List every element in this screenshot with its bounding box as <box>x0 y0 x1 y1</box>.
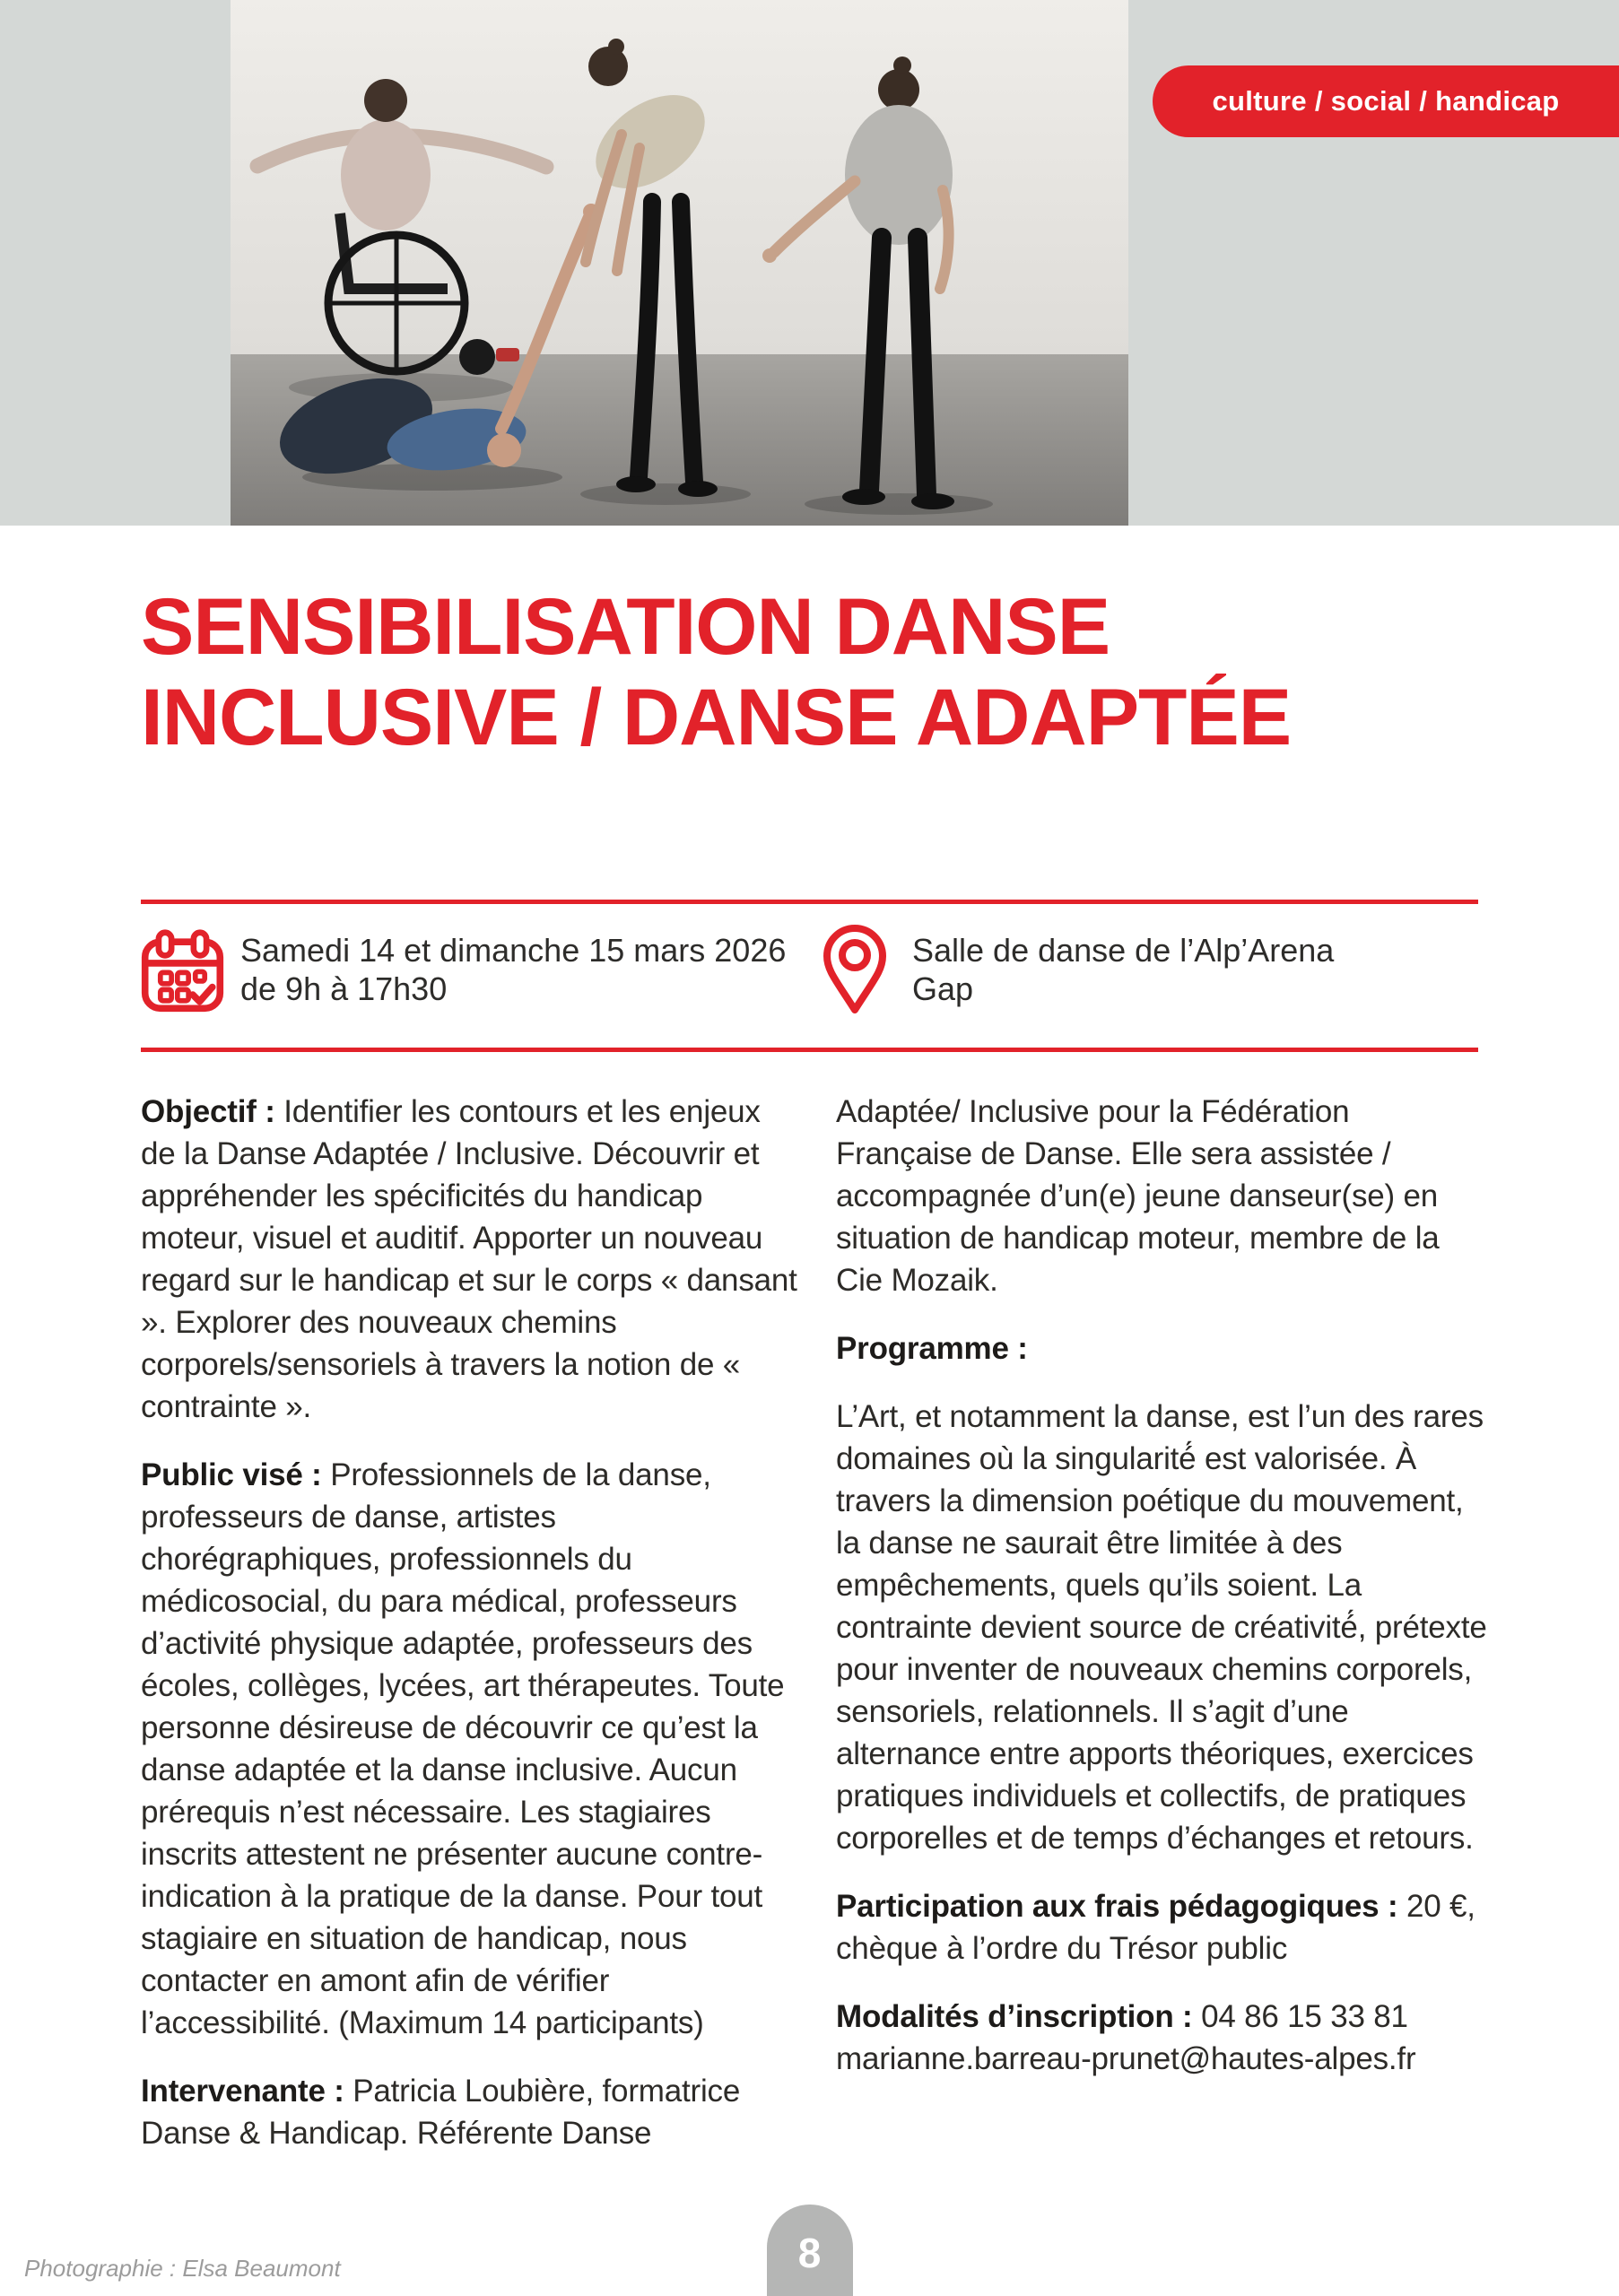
paragraph-public-vise <box>141 1454 797 2044</box>
location-pin-icon <box>823 924 886 1015</box>
paragraph-public-vise-text: Professionnels de la danse, professeurs de danse, artistes chorégraphiques, professionnels du médicosocial, du para médical, professeurs d’activité physique adaptée, professeurs des écoles, collèges, lycées, art thérapeutes. Toute personne désireuse de découvrir ce qu’est la danse adaptée et la danse inclusive. Aucun prérequis n’est nécessaire. Les stagiaires inscrits attestent ne présenter aucune contre-indication à la pratique de la danse. Pour tout stagiaire en situation de handicap, nous contacter en amont afin de vérifier l’accessibilité. (Maximum 14 participants) <box>141 1457 785 2040</box>
event-location <box>912 931 1468 1008</box>
hero-photo-illustration <box>231 0 1128 526</box>
paragraph-modalites-label: Modalités d’inscription : <box>836 1999 1193 2034</box>
page-number: 8 <box>797 2230 822 2276</box>
heading-programme <box>836 1327 1493 1370</box>
paragraph-participation-text: 20 €, chèque à l’ordre du Trésor public <box>836 1889 1475 1966</box>
paragraph-modalites-text: 04 86 15 33 81 marianne.barreau-prunet@hautes-alpes.fr <box>836 1999 1416 2076</box>
paragraph-programme <box>836 1396 1493 1859</box>
paragraph-intervenante-suite <box>836 1091 1493 1301</box>
category-badge-label: culture / social / handicap <box>1212 85 1560 117</box>
paragraph-public-vise-label: Public visé : <box>141 1457 322 1492</box>
calendar-icon <box>139 928 226 1013</box>
divider-bottom <box>141 1048 1478 1052</box>
category-badge <box>1153 65 1619 137</box>
event-location-line1: Salle de danse de l’Alp’Arena <box>912 932 1335 969</box>
paragraph-participation-label: Participation aux frais pédagogiques : <box>836 1889 1398 1924</box>
paragraph-objectif <box>141 1091 797 1428</box>
column-right <box>836 1091 1493 2106</box>
heading-programme-label: Programme : <box>836 1331 1028 1366</box>
paragraph-modalites <box>836 1996 1493 2080</box>
event-date-line1: Samedi 14 et dimanche 15 mars 2026 <box>240 932 787 969</box>
hero-photo <box>231 0 1128 526</box>
paragraph-intervenante-suite-text: Adaptée/ Inclusive pour la Fédération Française de Danse. Elle sera assistée / accompagnée d’un(e) jeune danseur(se) en situation de handicap moteur, membre de la Cie Mozaik. <box>836 1094 1440 1298</box>
page-title <box>141 581 1291 762</box>
paragraph-participation <box>836 1885 1493 1970</box>
paragraph-intervenante-label: Intervenante : <box>141 2074 344 2109</box>
event-location-line2: Gap <box>912 970 974 1007</box>
page-title-line2: INCLUSIVE / DANSE ADAPTÉE <box>141 672 1292 761</box>
paragraph-intervenante-text: Patricia Loubière, formatrice Danse & Handicap. Référente Danse <box>141 2074 741 2151</box>
page-number-tab <box>767 2205 853 2296</box>
paragraph-programme-text: L’Art, et notamment la danse, est l’un des rares domaines où la singularité́ est valorisée. À travers la dimension poétique du mouvement, la danse ne saurait être limitée à des empêchements, quels qu’ils soient. La contrainte devient source de créativité́, prétexte pour inventer de nouveaux chemins corporels, sensoriels, relationnels. Il s’agit d’une alternance entre apports théoriques, exercices pratiques individuels et collectifs, de pratiques corporelles et de temps d’échanges et retours. <box>836 1399 1487 1856</box>
divider-top <box>141 900 1478 904</box>
paragraph-intervenante <box>141 2070 797 2154</box>
column-left <box>141 1091 797 2180</box>
page-title-line1: SENSIBILISATION DANSE <box>141 581 1110 671</box>
event-date <box>240 931 814 1008</box>
paragraph-objectif-text: Identifier les contours et les enjeux de la Danse Adaptée / Inclusive. Découvrir et appréhender les spécificités du handicap moteur, visuel et auditif. Apporter un nouveau regard sur le handicap et sur le corps « dansant ». Explorer des nouveaux chemins corporels/sensoriels à travers la notion de « contrainte ». <box>141 1094 797 1424</box>
paragraph-objectif-label: Objectif : <box>141 1094 275 1129</box>
photo-credit: Photographie : Elsa Beaumont <box>24 2255 341 2282</box>
event-date-line2: de 9h à 17h30 <box>240 970 448 1007</box>
